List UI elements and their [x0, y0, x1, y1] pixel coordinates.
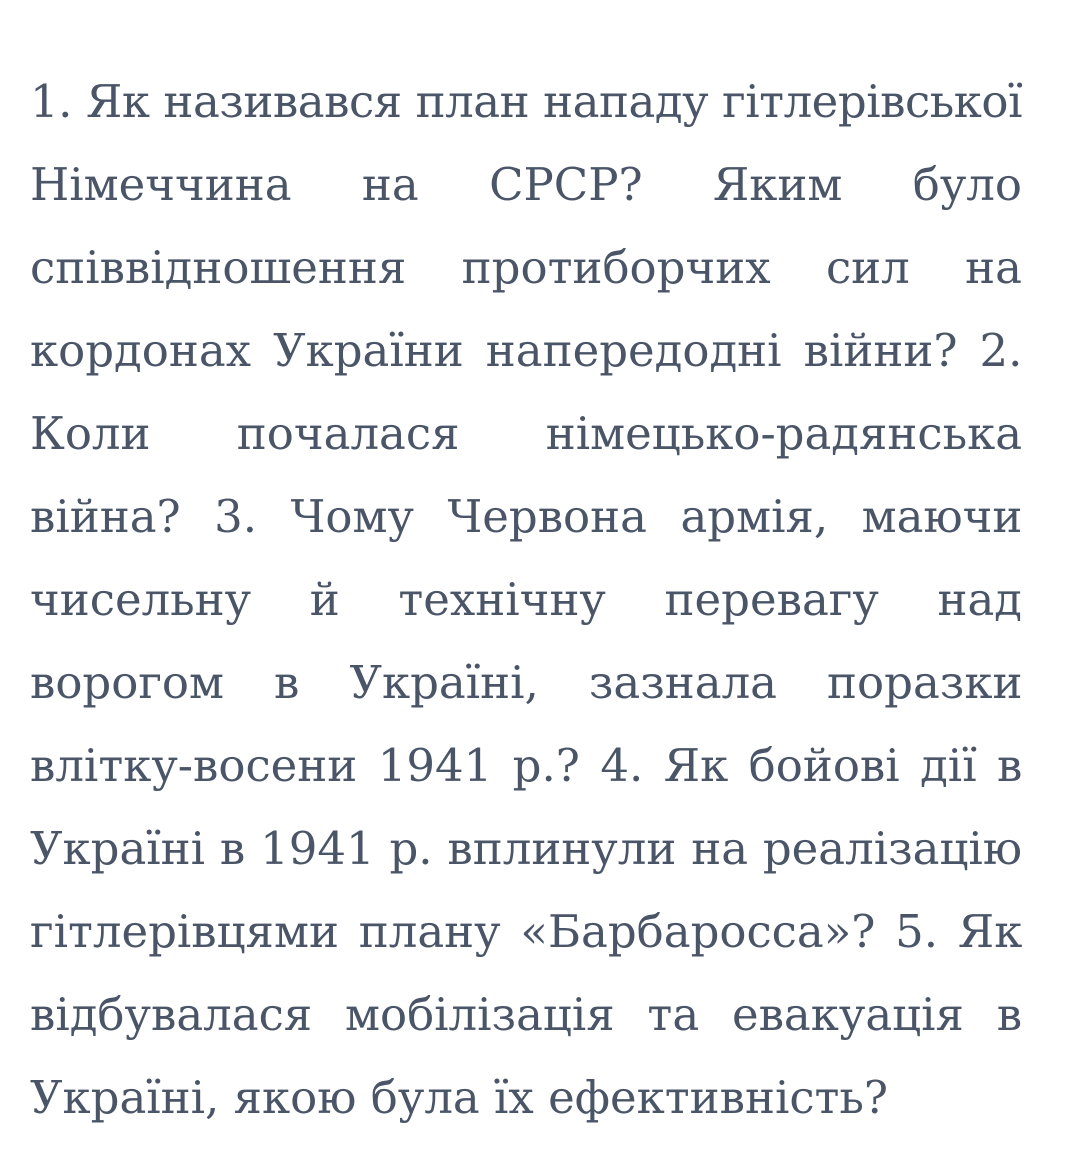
- text-line: відбувалася мобілізація та евакуація в: [30, 988, 1023, 1041]
- text-line: Німеччина на СРСР? Яким було: [30, 158, 1022, 211]
- text-line: Коли почалася німецько-радянська: [30, 407, 1023, 460]
- questions-paragraph: [30, 60, 1022, 1139]
- text-line: Україні, якою була їх ефективність?: [30, 1071, 889, 1124]
- text-line: 1. Як називався план нападу гітлерівської: [30, 75, 1022, 128]
- text-line: ворогом в Україні, зазнала поразки: [30, 656, 1023, 709]
- text-line: гітлерівцями плану «Барбаросса»? 5. Як: [30, 905, 1023, 958]
- text-line: війна? 3. Чому Червона армія, маючи: [30, 490, 1023, 543]
- text-line: Україні в 1941 р. вплинули на реалізацію: [30, 822, 1022, 875]
- text-line: співвідношення протиборчих сил на: [30, 241, 1022, 294]
- text-line: чисельну й технічну перевагу над: [30, 573, 1022, 626]
- text-line: кордонах України напередодні війни? 2.: [30, 324, 1023, 377]
- text-line: влітку-восени 1941 р.? 4. Як бойові дії в: [30, 739, 1023, 792]
